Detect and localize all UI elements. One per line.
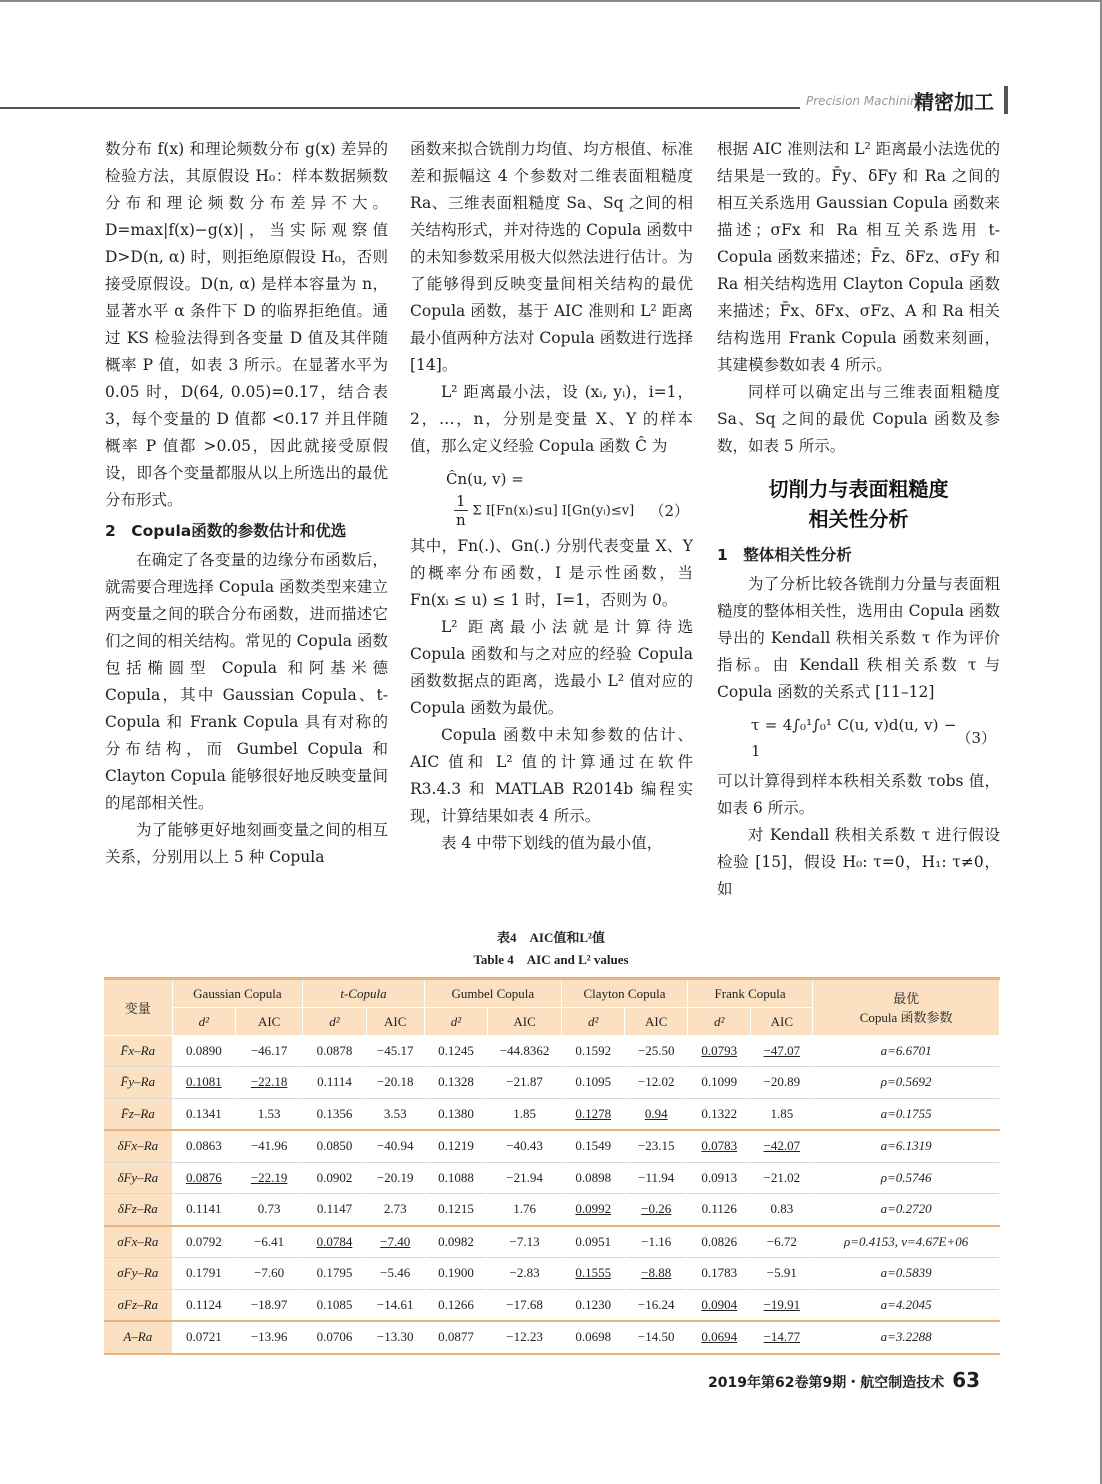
table-cell: −18.97 [236,1289,303,1321]
subsection-heading: 1 整体相关性分析 [717,546,852,564]
table-cell: 0.0877 [424,1321,487,1354]
header-rule [0,107,800,109]
table-cell: 3.53 [366,1098,424,1130]
equation-3-body: τ = 4∫₀¹∫₀¹ C(u, v)d(u, v) − 1 [751,716,957,760]
table-cell-variable: σFx–Ra [104,1226,172,1258]
page-number: 63 [952,1368,981,1392]
table-cell-min: −0.26 [625,1194,688,1226]
table-row [104,1289,1000,1321]
table-cell: 0.1147 [303,1194,366,1226]
table-cell-best: a=4.2045 [813,1289,1000,1321]
table-cell-best: ρ=0.4153, v=4.67E+06 [813,1226,1000,1258]
table-cell: −16.24 [625,1289,688,1321]
paragraph: 其中，Fn(.)、Gn(.) 分别代表变量 X、Y 的概率分布函数，I 是示性函数，当 Fn(xᵢ ≤ u) ≤ 1 时，I=1，否则为 0。 [410,537,693,609]
paragraph: 可以计算得到样本秩相关系数 τobs 值，如表 6 所示。 [717,772,1000,817]
table-cell-variable: δFy–Ra [104,1162,172,1194]
table-cell: −5.91 [751,1258,813,1290]
header-section-en: Precision Machining [806,94,926,108]
table-cell: −41.96 [236,1130,303,1162]
paragraph: L² 距离最小法，设 (xᵢ, yᵢ)，i=1，2，…，n，分别是变量 X、Y 的样本值，那么定义经验 Copula 函数 Ĉ 为 [410,383,693,455]
table-cell: −6.41 [236,1226,303,1258]
table-cell: −5.46 [366,1258,424,1290]
table-caption-en: Table 4 AIC and L² values [473,952,629,967]
table-cell: 0.1322 [688,1098,751,1130]
header-d2: d² [303,1008,366,1036]
table-cell-min: −47.07 [751,1035,813,1067]
table-cell: −14.61 [366,1289,424,1321]
table-cell-best: ρ=0.5692 [813,1067,1000,1099]
table-cell-min: 0.0793 [688,1035,751,1067]
table-cell: −20.19 [366,1162,424,1194]
table-cell: 0.1219 [424,1130,487,1162]
table-cell: 0.0982 [424,1226,487,1258]
header-d2: d² [688,1008,751,1036]
table-cell: 0.0913 [688,1162,751,1194]
table-row [104,1226,1000,1258]
table-cell-min: −8.88 [625,1258,688,1290]
table-cell: −21.94 [488,1162,562,1194]
table-cell-best: a=3.2288 [813,1321,1000,1354]
table-cell: 0.1230 [561,1289,624,1321]
table-cell: 0.1114 [303,1067,366,1099]
table-row [104,1130,1000,1162]
header-aic: AIC [236,1008,303,1036]
table-cell: 0.1341 [172,1098,235,1130]
table-cell: 1.76 [488,1194,562,1226]
table-cell: −17.68 [488,1289,562,1321]
equation-2-lhs: Ĉn(u, v) = [446,470,524,488]
table-cell-best: a=6.6701 [813,1035,1000,1067]
table-cell-min: 0.0992 [561,1194,624,1226]
table-cell-variable: σFy–Ra [104,1258,172,1290]
section-heading: 2 Copula函数的参数估计和优选 [105,522,347,540]
table-cell: 0.0826 [688,1226,751,1258]
table-cell: −23.15 [625,1130,688,1162]
text-column-3 [717,136,1000,903]
table-cell: 0.1783 [688,1258,751,1290]
table-cell-min: 0.1278 [561,1098,624,1130]
equation-2-denominator: n [455,511,466,529]
header-best-line-1: 最优 [893,991,920,1007]
table-cell: −21.02 [751,1162,813,1194]
table-cell-min: 0.0783 [688,1130,751,1162]
table-cell-variable: σFz–Ra [104,1289,172,1321]
table-cell: 0.1549 [561,1130,624,1162]
table-cell-min: 0.1081 [172,1067,235,1099]
table-cell-min: −42.07 [751,1130,813,1162]
header-copula: t-Copula [303,979,425,1008]
table-cell: −1.16 [625,1226,688,1258]
header-d2: d² [172,1008,235,1036]
header-copula: Gumbel Copula [424,979,561,1008]
table-cell-variable: A–Ra [104,1321,172,1354]
equation-2 [410,466,693,529]
journal-info: 2019年第62卷第9期・航空制造技术 [708,1375,945,1391]
table-cell: 0.0951 [561,1226,624,1258]
table-cell: 0.1795 [303,1258,366,1290]
table-cell-min: 0.0784 [303,1226,366,1258]
table-cell-best: ρ=0.5746 [813,1162,1000,1194]
table-cell: 0.1266 [424,1289,487,1321]
table-row [104,1067,1000,1099]
table-row [104,1321,1000,1354]
table-cell: 0.0878 [303,1035,366,1067]
table-cell: −13.96 [236,1321,303,1354]
table-cell: 0.0890 [172,1035,235,1067]
table-cell-min: −14.77 [751,1321,813,1354]
paragraph: Copula 函数中未知参数的估计、AIC 值和 L² 值的计算通过在软件 R3.4.3 和 MATLAB R2014b 编程实现，计算结果如表 4 所示。 [410,726,693,825]
header-copula: Gaussian Copula [172,979,303,1008]
header-aic: AIC [751,1008,813,1036]
table-cell-variable: F̄y–Ra [104,1067,172,1099]
table-cell-best: a=0.1755 [813,1098,1000,1130]
table-cell-min: 0.94 [625,1098,688,1130]
table-cell: −13.30 [366,1321,424,1354]
paragraph: L² 距离最小法就是计算待选 Copula 函数和与之对应的经验 Copula 函数数据点的距离，选最小 L² 值对应的 Copula 函数为最优。 [410,618,693,717]
table-cell: 0.1141 [172,1194,235,1226]
paragraph: 为了分析比较各铣削力分量与表面粗糙度的整体相关性，选用由 Copula 函数导出的 Kendall 秩相关系数 τ 作为评价指标。由 Kendall 秩相关系数 τ 与 Copula 函数的关系式 [11–12] [717,575,1000,701]
header-copula: Clayton Copula [561,979,687,1008]
table-cell-min: −22.18 [236,1067,303,1099]
paragraph: 对 Kendall 秩相关系数 τ 进行假设检验 [15]，假设 H₀: τ=0，H₁: τ≠0，如 [717,826,1000,898]
aic-l2-table [104,977,1000,1355]
table-cell: 0.0863 [172,1130,235,1162]
table-cell: 0.1380 [424,1098,487,1130]
table-cell: 1.53 [236,1098,303,1130]
table-cell-variable: F̄z–Ra [104,1098,172,1130]
table-cell-variable: δFz–Ra [104,1194,172,1226]
header-copula: Frank Copula [688,979,813,1008]
table-cell: 0.1900 [424,1258,487,1290]
table-cell: 0.1791 [172,1258,235,1290]
table-row [104,1098,1000,1130]
paragraph: 数分布 f(x) 和理论频数分布 g(x) 差异的检验方法，其原假设 H₀：样本数据频数分布和理论频数分布差异不大。D=max|f(x)−g(x)|，当实际观察值 D>D(n, α) 时，则拒绝原假设 H₀，否则接受原假设。D(n, α) 是样本容量为 n，显著水平 α 条件下 D 的临界拒绝值。通过 KS 检验法得到各变量 D 值及其伴随概率 P 值，如表 3 所示。在显著水平为 0.05 时，D(64, 0.05)=0.17，结合表 3，每个变量的 D 值都 <0.17 并且伴随概率 P 值都 >0.05，因此就接受原假设，即各个变量都服从以上所选出的最优分布形式。 [105,140,388,509]
table-cell: −40.43 [488,1130,562,1162]
table-cell: −11.94 [625,1162,688,1194]
table-cell-min: −19.91 [751,1289,813,1321]
table-cell: −40.94 [366,1130,424,1162]
header-aic: AIC [366,1008,424,1036]
table-cell-min: 0.0876 [172,1162,235,1194]
table-row [104,1162,1000,1194]
section-title-line-1: 切削力与表面粗糙度 [768,477,949,501]
table-cell: 0.0721 [172,1321,235,1354]
table-cell: 1.85 [488,1098,562,1130]
table-cell-min: 0.0904 [688,1289,751,1321]
running-header [0,86,1102,116]
table-cell: 0.1126 [688,1194,751,1226]
table-cell-variable: F̄x–Ra [104,1035,172,1067]
table-cell: 0.1592 [561,1035,624,1067]
table-cell: −20.89 [751,1067,813,1099]
table-cell: 0.1215 [424,1194,487,1226]
table-cell: −12.02 [625,1067,688,1099]
table-cell: 0.1099 [688,1067,751,1099]
table-cell-best: a=6.1319 [813,1130,1000,1162]
table-cell: −2.83 [488,1258,562,1290]
table-cell: 0.1095 [561,1067,624,1099]
paragraph: 同样可以确定出与三维表面粗糙度 Sa、Sq 之间的最优 Copula 函数及参数，如表 5 所示。 [717,383,1000,455]
table-cell: 0.0850 [303,1130,366,1162]
running-footer [708,1368,988,1392]
table-cell: −7.13 [488,1226,562,1258]
header-section-cn: 精密加工 [914,90,994,114]
section-title-line-2: 相关性分析 [808,507,909,531]
table-cell-min: 0.0694 [688,1321,751,1354]
table-cell-min: −22.19 [236,1162,303,1194]
table-cell: 0.83 [751,1194,813,1226]
header-d2: d² [424,1008,487,1036]
table-cell: −6.72 [751,1226,813,1258]
table-cell: 0.0792 [172,1226,235,1258]
equation-2-rhs: Σ I[Fn(xᵢ)≤u] I[Gn(yᵢ)≤v] [472,503,635,519]
paragraph: 为了能够更好地刻画变量之间的相互关系，分别用以上 5 种 Copula [105,821,388,866]
table-cell-min: 0.1555 [561,1258,624,1290]
table-row [104,1258,1000,1290]
table-cell: 0.1356 [303,1098,366,1130]
table-cell: −44.8362 [488,1035,562,1067]
table-cell: 0.1245 [424,1035,487,1067]
text-column-2 [410,136,693,857]
equation-3 [717,712,1000,764]
header-aic: AIC [488,1008,562,1036]
table-cell: −45.17 [366,1035,424,1067]
table-cell-best: a=0.5839 [813,1258,1000,1290]
section-title [717,474,1000,534]
table-cell: 0.0698 [561,1321,624,1354]
table-cell: −12.23 [488,1321,562,1354]
paragraph: 在确定了各变量的边缘分布函数后，就需要合理选择 Copula 函数类型来建立两变量之间的联合分布函数，进而描述它们之间的相关结构。常见的 Copula 函数包括椭圆型 Copula 和阿基米德 Copula，其中 Gaussian Copula、t-Copula 和 Frank Copula 具有对称的分布结构，而 Gumbel Copula 和 Clayton Copula 能够很好地反映变量间的尾部相关性。 [105,551,388,812]
table-cell: −20.18 [366,1067,424,1099]
table-cell: 0.1088 [424,1162,487,1194]
table-cell-variable: δFx–Ra [104,1130,172,1162]
header-best-params [813,979,1000,1036]
table-cell: 0.1328 [424,1067,487,1099]
equation-2-numerator: 1 [456,492,466,510]
header-aic: AIC [625,1008,688,1036]
table-cell-min: −7.40 [366,1226,424,1258]
equation-number: （2） [649,501,689,520]
table-cell: −14.50 [625,1321,688,1354]
table-cell: 0.0706 [303,1321,366,1354]
equation-number: （3） [956,729,996,747]
table-cell-best: a=0.2720 [813,1194,1000,1226]
header-mark [1004,86,1008,114]
table-cell: −25.50 [625,1035,688,1067]
paragraph: 根据 AIC 准则法和 L² 距离最小法选优的结果是一致的。F̄y、δFy 和 Ra 之间的相互关系选用 Gaussian Copula 函数来描述；σFx 和 Ra 相互关系选用 t-Copula 函数来描述；F̄z、δFz、σFy 和 Ra 相关结构选用 Clayton Copula 函数来描述；F̄x、δFx、σFz、A 和 Ra 相关结构选用 Frank Copula 函数来刻画，其建模参数如表 4 所示。 [717,140,1000,374]
table-cell: 0.73 [236,1194,303,1226]
table-row [104,1035,1000,1067]
page-top-border [0,0,1102,2]
table-cell: 0.1124 [172,1289,235,1321]
table-cell: 1.85 [751,1098,813,1130]
table-cell: 0.0902 [303,1162,366,1194]
paragraph: 表 4 中带下划线的值为最小值， [441,834,663,852]
paragraph: 函数来拟合铣削力均值、均方根值、标准差和振幅这 4 个参数对二维表面粗糙度 Ra、三维表面粗糙度 Sa、Sq 之间的相关结构形式，并对待选的 Copula 函数中的未知参数采用极大似然法进行估计。为了能够得到反映变量间相关结构的最优 Copula 函数，基于 AIC 准则和 L² 距离最小值两种方法对 Copula 函数进行选择 [14]。 [410,140,693,374]
text-column-1 [105,136,388,871]
table-cell: 0.0898 [561,1162,624,1194]
table-cell: −7.60 [236,1258,303,1290]
table-cell: 0.1085 [303,1289,366,1321]
table-caption-cn: 表4 AIC值和L²值 [497,930,605,945]
table-row [104,1194,1000,1226]
table-cell: −21.87 [488,1067,562,1099]
header-variable: 变量 [104,979,172,1036]
header-d2: d² [561,1008,624,1036]
header-best-line-2: Copula 函数参数 [859,1010,953,1026]
table-cell: 2.73 [366,1194,424,1226]
table-cell: −46.17 [236,1035,303,1067]
equation-2-fraction [454,492,468,529]
